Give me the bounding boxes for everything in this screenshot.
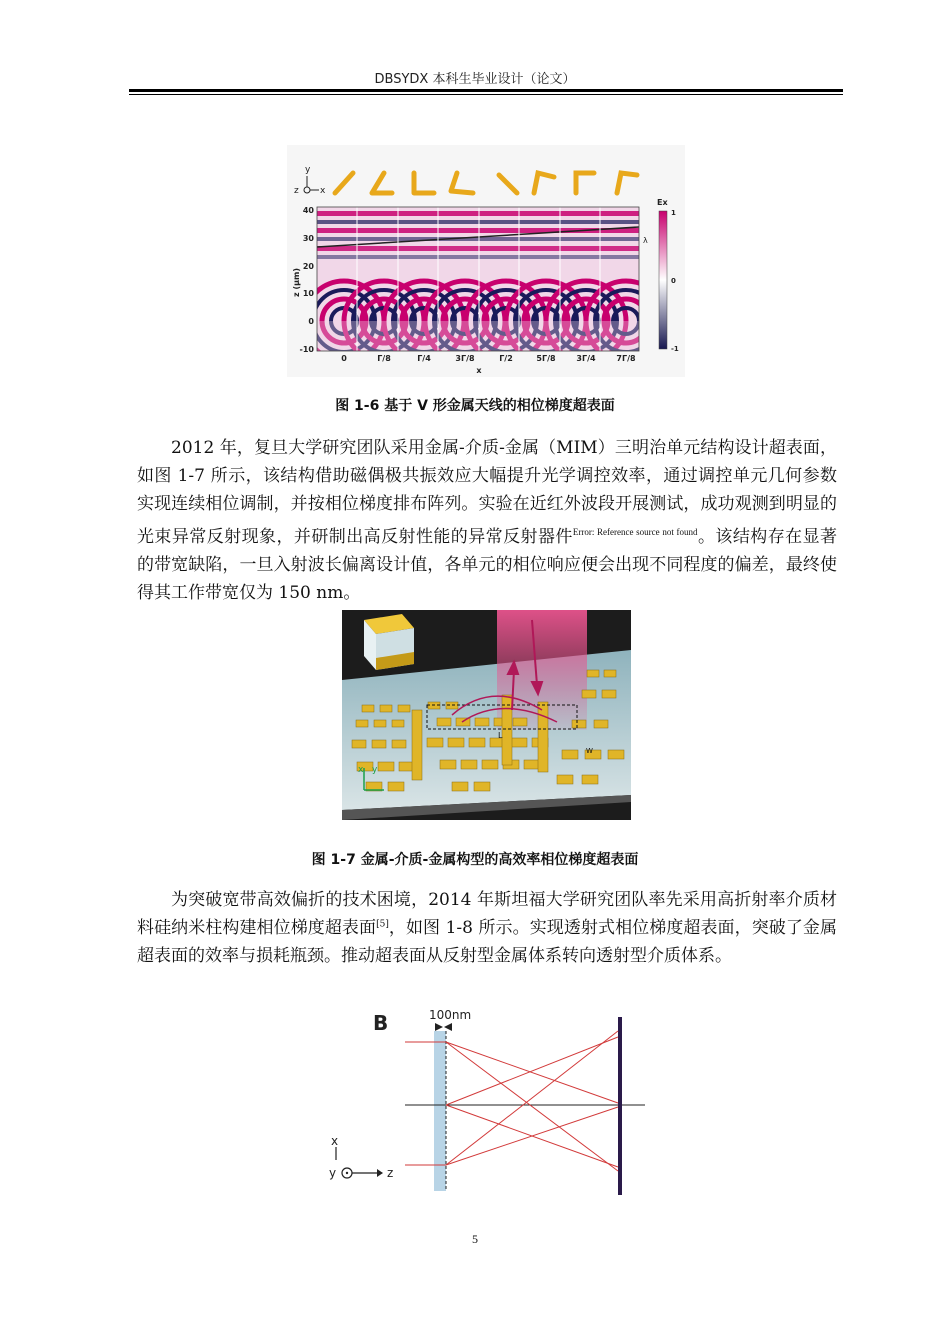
paragraph-mim <box>137 434 837 607</box>
figure-1-8 <box>325 1005 655 1200</box>
x-tick: Γ/8 <box>377 354 391 363</box>
coord-x: x <box>358 765 364 775</box>
axis-z-label: z <box>387 1166 394 1180</box>
colorbar-tick: 0 <box>671 277 676 285</box>
paragraph-2-text-b: ，如图 1-8 所示。实现透射式相位梯度超表面，突破了金属超表面的效率与损耗瓶颈。推动超表面从反射型金属体系转向透射型介质体系。 <box>137 918 838 966</box>
axis-y-label: y <box>329 1166 337 1180</box>
x-tick: Γ/2 <box>499 354 513 363</box>
axis-x-glyph: x <box>320 186 326 196</box>
unit-cell-inset <box>364 614 414 670</box>
axis-z-glyph: z <box>294 186 299 196</box>
y-tick: 30 <box>302 234 314 243</box>
colorbar-tick: 1 <box>671 209 676 217</box>
x-axis-label: x <box>476 366 482 375</box>
x-tick: 5Γ/8 <box>536 354 556 363</box>
paragraph-stanford <box>137 886 837 970</box>
y-tick: 20 <box>302 262 314 271</box>
x-tick: 3Γ/8 <box>455 354 475 363</box>
figure-1-7-caption: 图 1-7 金属-介质-金属构型的高效率相位梯度超表面 <box>311 852 639 868</box>
panel-label: B <box>373 1011 389 1035</box>
paragraph-1-text-a: 2012 年，复旦大学研究团队采用金属-介质-金属（MIM）三明治单元结构设计超表面，如图 1-7 所示，该结构借助磁偶极共振效应大幅提升光学调控效率，通过调控单元几何参数实现连续相位调制，并按相位梯度排布阵列。实验在近红外波段开展测试，成功观测到明显的光束异常反射现象，并研制出高反射性能的异常反射器件 <box>137 438 837 547</box>
screen <box>618 1017 622 1195</box>
x-tick: Γ/4 <box>417 354 431 363</box>
citation-ref: [5] <box>376 919 389 930</box>
label-L: L <box>498 731 503 740</box>
figure-1-7 <box>342 610 631 820</box>
y-tick: 40 <box>302 206 314 215</box>
page-header: DBSYDX 本科生毕业设计（论文） <box>374 72 576 87</box>
y-axis-label: z (μm) <box>292 268 301 297</box>
figure-1-6-caption: 图 1-6 基于 V 形金属天线的相位梯度超表面 <box>335 398 615 414</box>
reference-error: Error: Reference source not found <box>572 527 698 537</box>
colorbar-label: Ex <box>657 198 668 207</box>
label-W: W <box>586 747 593 755</box>
coord-y: y <box>372 765 378 775</box>
axis-x-label: x <box>331 1134 339 1148</box>
paragraph-2-text-a: 为突破宽带高效偏折的技术困境，2014 年斯坦福大学研究团队率先采用高折射率介质材料硅纳米柱构建相位梯度超表面 <box>137 890 837 938</box>
y-tick: 10 <box>302 289 314 298</box>
axis-y-glyph: y <box>305 165 311 175</box>
page-number: 5 <box>472 1232 478 1246</box>
header-rule-thin <box>129 94 843 95</box>
figure-1-6 <box>287 145 685 377</box>
colorbar-tick: -1 <box>671 345 679 353</box>
x-tick: 7Γ/8 <box>616 354 636 363</box>
colorbar <box>659 211 667 349</box>
y-tick: 0 <box>308 317 314 326</box>
paragraph-1-text-b: 。该结构存在显著的带宽缺陷，一旦入射波长偏离设计值，各单元的相位响应便会出现不同程度的偏差，最终使得其工作带宽仅为 150 nm。 <box>137 527 838 603</box>
x-tick: 3Γ/4 <box>576 354 596 363</box>
metasurface-layer <box>434 1031 446 1191</box>
y-tick: -10 <box>299 345 314 354</box>
header-rule-thick <box>129 89 843 92</box>
x-tick: 0 <box>341 354 347 363</box>
lambda-label: λ <box>643 236 648 245</box>
scale-label: 100nm <box>429 1008 472 1022</box>
